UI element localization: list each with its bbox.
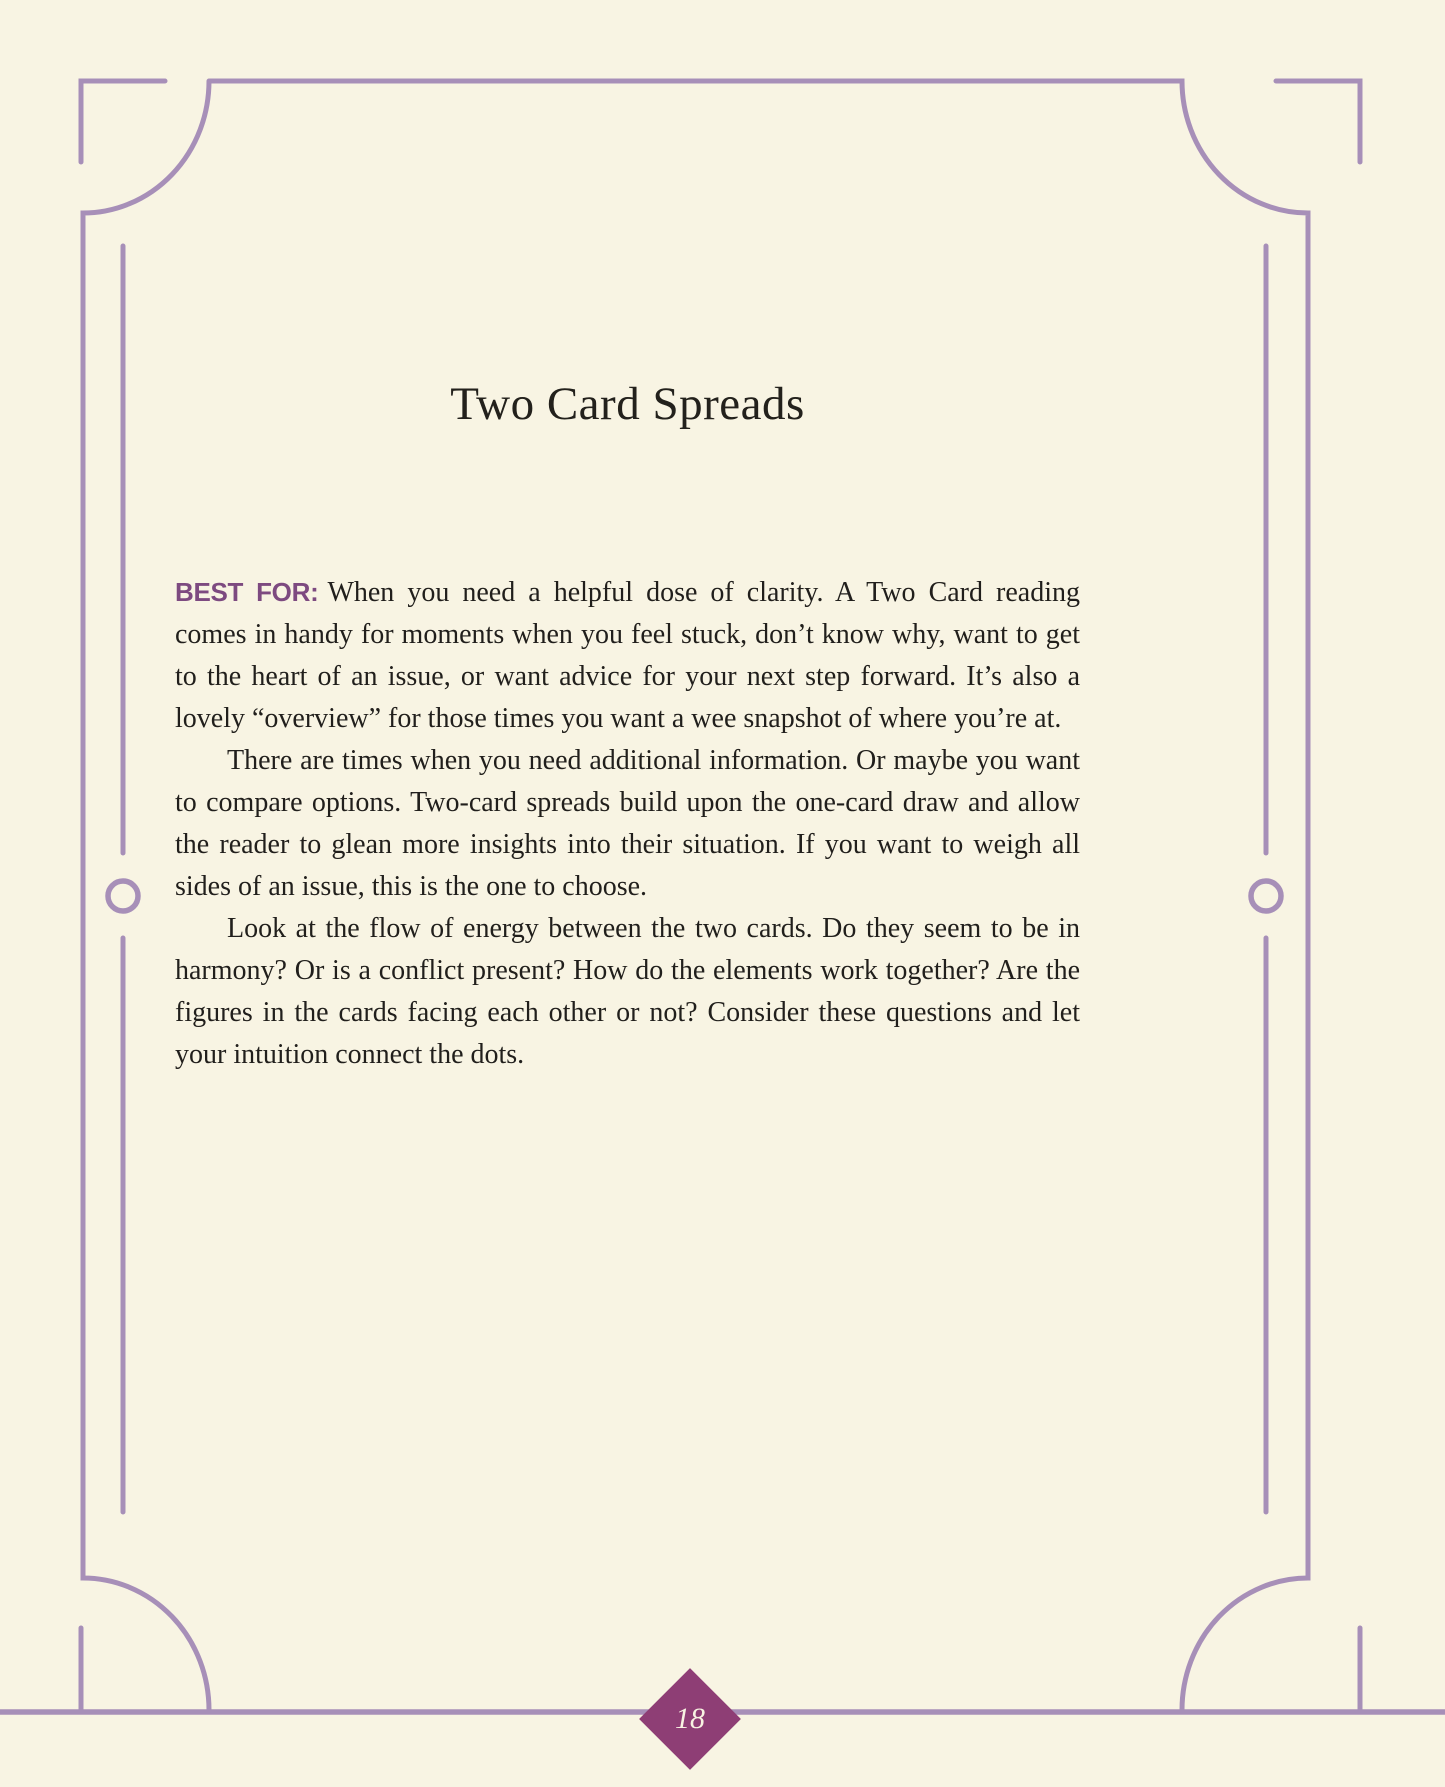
body-text xyxy=(175,571,1080,1076)
corner-bracket-top-right xyxy=(1276,81,1360,162)
border-circle-left xyxy=(108,881,138,911)
best-for-label: BEST FOR: xyxy=(175,577,319,607)
paragraph-best-for xyxy=(175,571,1080,740)
page-number: 18 xyxy=(675,1702,705,1735)
paragraph: Look at the flow of energy between the two cards. Do they seem to be in harmony? Or is a conflict present? How do the elements work together? Are the figures in the cards facing each other or not? Consider these questions and let your intuition connect the dots. xyxy=(175,913,1080,1070)
corner-bracket-top-left xyxy=(81,81,165,162)
border-circle-right xyxy=(1251,881,1281,911)
paragraph: There are times when you need additional information. Or maybe you want to compare options. Two-card spreads build upon the one-card draw and allow the reader to glean more insights into their situation. If you want to weigh all sides of an issue, this is the one to choose. xyxy=(175,745,1080,902)
paragraph-text: When you need a helpful dose of clarity. A Two Card reading comes in handy for moments when you feel stuck, don’t know why, want to get to the heart of an issue, or want advice for your next step forward. It’s also a lovely “overview” for those times you want a wee snapshot of where you’re at. xyxy=(175,577,1081,734)
page-title: Two Card Spreads xyxy=(450,378,805,430)
